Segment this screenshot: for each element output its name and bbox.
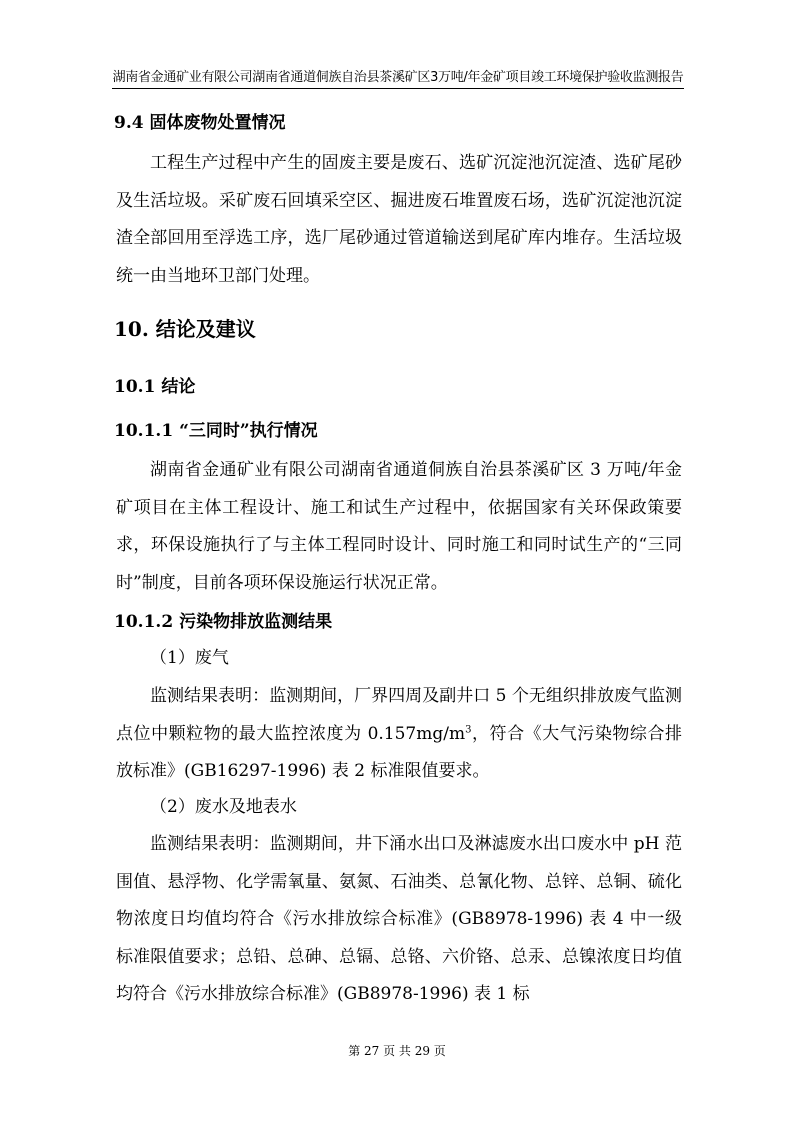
paragraph-three-simultaneous: 湖南省金通矿业有限公司湖南省通道侗族自治县茶溪矿区 3 万吨/年金矿项目在主体工程设计、施工和试生产过程中，依据国家有关环保政策要求，环保设施执行了与主体工程同时设计、同时施工和同时试生产的“三同时”制度，目前各项环保设施运行状况正常。 xyxy=(116,460,682,593)
heading-10-1-2: 10.1.2 污染物排放监测结果 xyxy=(114,612,333,632)
paragraph-waste-water: 监测结果表明：监测期间，井下涌水出口及淋滤废水出口废水中 pH 范围值、悬浮物、化学需氧量、氨氮、石油类、总氰化物、总锌、总铜、硫化物浓度日均值均符合《污水排放综合标准》(GB8978-1996) 表 4 中一级标准限值要求；总铅、总砷、总镉、总铬、六价铬、总汞、总镍浓度日均值均符合《污水排放综合标准》(GB8978-1996) 表 1 标 xyxy=(116,834,682,1004)
running-header: 湖南省金通矿业有限公司湖南省通道侗族自治县茶溪矿区3万吨/年金矿项目竣工环境保护验收监测报告 xyxy=(112,70,684,85)
paragraph-solid-waste: 工程生产过程中产生的固废主要是废石、选矿沉淀池沉淀渣、选矿尾砂及生活垃圾。采矿废石回填采空区、掘进废石堆置废石场，选矿沉淀池沉淀渣全部回用至浮选工序，选厂尾砂通过管道输送到尾矿库内堆存。生活垃圾统一由当地环卫部门处理。 xyxy=(116,153,682,286)
heading-10: 10. 结论及建议 xyxy=(114,317,256,341)
page-number: 第 27 页 共 29 页 xyxy=(348,1044,446,1058)
heading-10-1-1: 10.1.1 “三同时”执行情况 xyxy=(114,421,318,441)
waste-gas-text-a: 监测结果表明：监测期间，厂界四周及副井口 5 个无组织排放废气监测点位中颗粒物的最大监控浓度为 0.157mg/m xyxy=(116,686,682,744)
heading-10-1: 10.1 结论 xyxy=(114,377,196,397)
unit-superscript: 3 xyxy=(465,723,472,735)
item-waste-gas: （1）废气 xyxy=(150,648,229,668)
paragraph-waste-gas xyxy=(116,678,682,791)
waste-gas-text-b: ，符合《大气污染物综合排放标准》(GB16297-1996) 表 2 标准限值要求。 xyxy=(116,723,683,781)
header-rule xyxy=(112,88,684,89)
item-waste-water: （2）废水及地表水 xyxy=(150,797,297,817)
heading-9-4: 9.4 固体废物处置情况 xyxy=(114,113,286,133)
